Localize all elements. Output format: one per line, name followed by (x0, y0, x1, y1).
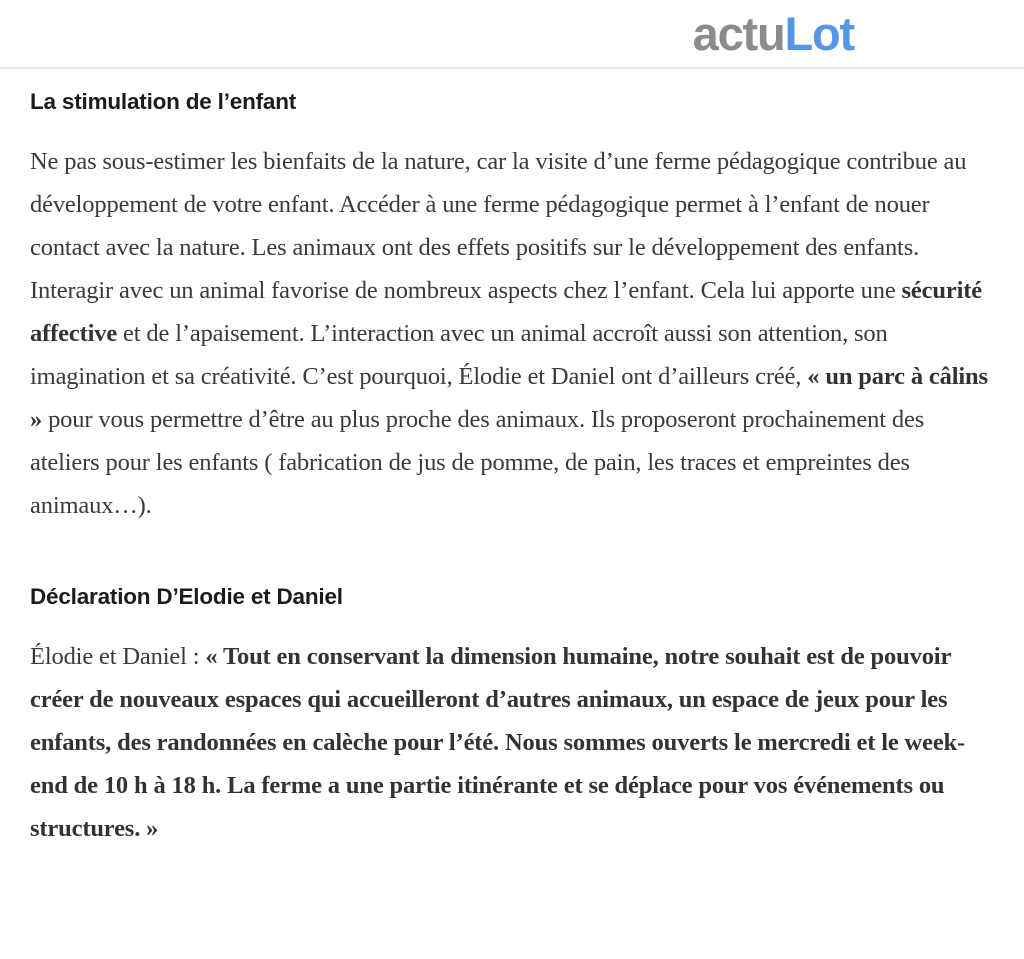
article-body (0, 69, 1024, 850)
section-2 (30, 527, 994, 611)
paragraph-declaration (30, 635, 994, 850)
emphasis-text: « Tout en conservant la dimension humaine, notre souhait est de pouvoir créer de nouveaux espaces qui accueilleront d’autres animaux, un espace de jeux pour les enfants, des randonnées en calèche pour l’été. Nous sommes ouverts le mercredi et le week-end de 10 h à 18 h. La ferme a une partie itinérante et se déplace pour vos événements ou structures. » (30, 643, 966, 843)
section-2-body (30, 611, 994, 850)
body-text: et de l’apaisement. L’interaction avec un animal accroît aussi son attention, son imagination et sa créativité. C’est pourquoi, Élodie et Daniel ont d’ailleurs créé, (30, 320, 888, 391)
body-text: pour vous permettre d’être au plus proche des animaux. Ils proposeront prochainement des ateliers pour les enfants ( fabrication de jus de pomme, de pain, les traces et empreintes des animaux…). (30, 406, 925, 520)
logo-text-actu: actu (692, 7, 785, 60)
emphasis-text: sécurité affective (30, 277, 982, 348)
body-text: Ne pas sous-estimer les bienfaits de la nature, car la visite d’une ferme pédagogique contribue au développement de votre enfant. Accéder à une ferme pédagogique permet à l’enfant de nouer contact avec la nature. Les animaux ont des effets positifs sur le développement des enfants. Interagir avec un animal favorise de nombreux aspects chez l’enfant. Cela lui apporte une (30, 148, 967, 305)
emphasis-text: « un parc à câlins » (30, 363, 988, 434)
paragraph-stimulation (30, 140, 994, 527)
section-1 (30, 69, 994, 116)
section-heading-declaration: Déclaration D’Elodie et Daniel (30, 584, 343, 610)
site-logo[interactable] (692, 7, 854, 60)
site-header (0, 0, 1024, 69)
body-text: Élodie et Daniel : (30, 643, 206, 671)
section-heading-stimulation: La stimulation de l’enfant (30, 89, 297, 114)
logo-text-lot: Lot (784, 7, 854, 60)
section-1-body (30, 116, 994, 527)
